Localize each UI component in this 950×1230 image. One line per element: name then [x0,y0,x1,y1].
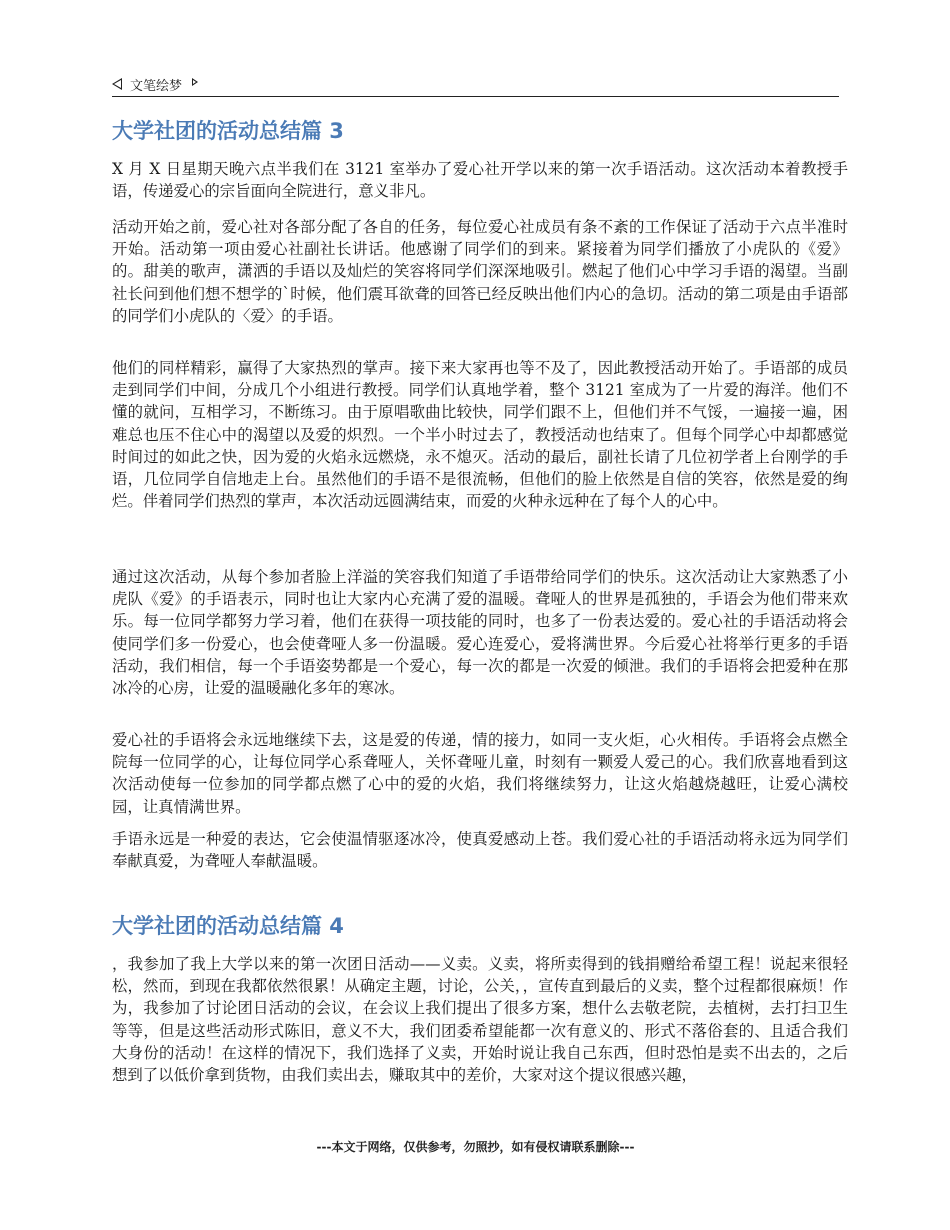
paragraph: X 月 X 日星期天晚六点半我们在 3121 室举办了爱心社开学以来的第一次手语活动。这次活动本着教授手语，传递爱心的宗旨面向全院进行，意义非凡。 [112,160,848,201]
paragraph: 手语永远是一种爱的表达，它会使温情驱逐冰冷，使真爱感动上苍。我们爱心社的手语活动将永远为同学们奉献真爱，为聋哑人奉献温暖。 [112,830,848,871]
page-footer: ---本文于网络，仅供参考，勿照抄，如有侵权请联系删除--- [316,1140,635,1154]
section-title: 大学社团的活动总结篇 4 [112,914,344,938]
paragraph: 爱心社的手语将会永远地继续下去，这是爱的传递，情的接力，如同一支火炬，心火相传。手语将会点燃全院每一位同学的心，让每位同学心系聋哑人，关怀聋哑儿童，时刻有一颗爱人爱己的心。我们欣喜地看到这次活动使每一位参加的同学都点燃了心中的爱的火焰，我们将继续努力，让这火焰越烧越旺，让爱心满校园，让真情满世界。 [112,731,848,816]
paragraph: 活动开始之前，爱心社对各部分配了各自的任务，每位爱心社成员有条不紊的工作保证了活动于六点半准时开始。活动第一项由爱心社副社长讲话。他感谢了同学们的到来。紧接着为同学们播放了小虎队的《爱》的。甜美的歌声，潇洒的手语以及灿烂的笑容将同学们深深地吸引。燃起了他们心中学习手语的渴望。当副社长问到他们想不想学的`时候，他们震耳欲聋的回答已经反映出他们内心的急切。活动的第二项是由手语部的同学们小虎队的〈爱〉的手语。 [112,218,848,325]
header-brand: 文笔绘梦 [130,78,183,94]
document-page [112,0,848,1230]
triangle-left-icon [112,78,122,90]
triangle-right-icon [192,78,198,86]
paragraph: 通过这次活动，从每个参加者脸上洋溢的笑容我们知道了手语带给同学们的快乐。这次活动让大家熟悉了小虎队《爱》的手语表示，同时也让大家内心充满了爱的温暖。聋哑人的世界是孤独的，手语会为他们带来欢乐。每一位同学都努力学习着，他们在获得一项技能的同时，也多了一份表达爱的。爱心社的手语活动将会使同学们多一份爱心，也会使聋哑人多一份温暖。爱心连爱心，爱将满世界。今后爱心社将举行更多的手语活动，我们相信，每一个手语姿势都是一个爱心，每一次的都是一次爱的倾泄。我们的手语将会把爱种在那冰冷的心房，让爱的温暖融化多年的寒冰。 [112,568,848,698]
page-header [112,72,839,97]
section-title: 大学社团的活动总结篇 3 [112,119,344,143]
paragraph: 他们的同样精彩，赢得了大家热烈的掌声。接下来大家再也等不及了，因此教授活动开始了。手语部的成员走到同学们中间，分成几个小组进行教授。同学们认真地学着，整个 3121 室成为了一片爱的海洋。他们不懂的就问，互相学习，不断练习。由于原唱歌曲比较快，同学们跟不上，但他们并不气馁，一遍接一遍，困难总也压不住心中的渴望以及爱的炽烈。一个半小时过去了，教授活动也结束了。但每个同学心中却都感觉时间过的如此之快，因为爱的火焰永远燃烧，永不熄灭。活动的最后，副社长请了几位初学者上台刚学的手语，几位同学自信地走上台。虽然他们的手语不是很流畅，但他们的脸上依然是自信的笑容，依然是爱的绚烂。伴着同学们热烈的掌声，本次活动远圆满结束，而爱的火种永远种在了每个人的心中。 [112,359,848,511]
paragraph: ，我参加了我上大学以来的第一次团日活动——义卖。义卖，将所卖得到的钱捐赠给希望工程！说起来很轻松，然而，到现在我都依然很累！从确定主题，讨论，公关，，宣传直到最后的义卖，整个过程都很麻烦！作为，我参加了讨论团日活动的会议，在会议上我们提出了很多方案，想什么去敬老院，去植树，去打扫卫生等等，但是这些活动形式陈旧，意义不大，我们团委希望能都一次有意义的、形式不落俗套的、且适合我们大身份的活动！在这样的情况下，我们选择了义卖，开始时说让我自己东西，但时恐怕是卖不出去的，之后想到了以低价拿到货物，由我们卖出去，赚取其中的差价，大家对这个提议很感兴趣， [112,955,848,1085]
